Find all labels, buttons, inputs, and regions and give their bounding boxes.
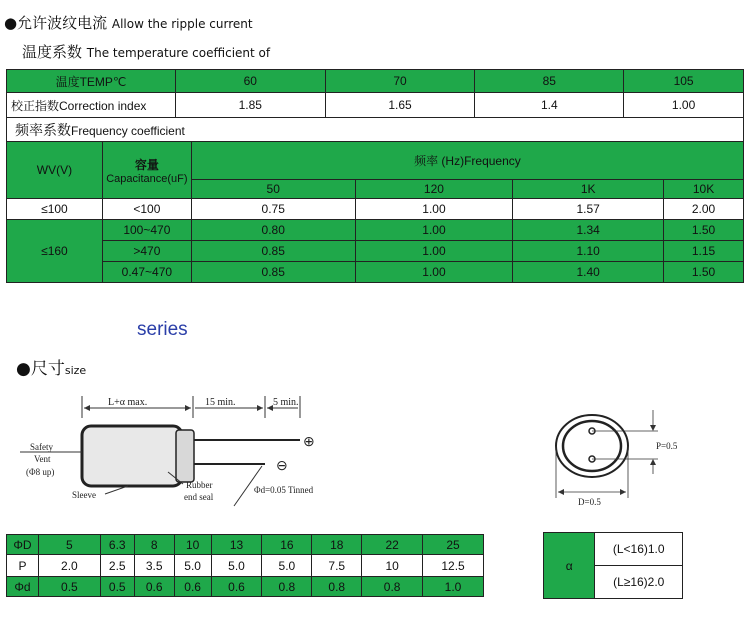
phi8-label: (Φ8 up): [26, 467, 55, 477]
alpha-label: α: [544, 533, 595, 599]
safety-label: Safety: [30, 442, 53, 452]
dim-header-0: ΦD: [7, 535, 39, 555]
freq-row-4-cap: 0.47~470: [102, 262, 191, 283]
freq-row-4: [7, 262, 744, 283]
dim-header-5: 13: [211, 535, 262, 555]
dim-d-row: [7, 577, 484, 597]
dim-p-7: 7.5: [312, 555, 362, 577]
freq-heading-row: [7, 118, 744, 142]
dim-p-6: 5.0: [262, 555, 312, 577]
correction-label: 校正指数Correction index: [7, 93, 176, 118]
freq-row-3-v10k: 1.15: [664, 241, 744, 262]
wv-header: WV(V): [7, 142, 103, 199]
rubber-label: Rubber: [186, 480, 213, 490]
arrow-length-right: [185, 405, 191, 411]
temp-85: 85: [475, 70, 624, 93]
dim-d-5: 0.6: [211, 577, 262, 597]
temp-60: 60: [175, 70, 325, 93]
freq-row-2: [7, 220, 744, 241]
dim-header-2: 6.3: [100, 535, 134, 555]
d-arrow-right: [620, 489, 626, 495]
freq-row-3-cap: >470: [102, 241, 191, 262]
dim-p-8: 10: [362, 555, 423, 577]
freq-120: 120: [355, 180, 513, 199]
freq-row-1-v50: 0.75: [191, 199, 355, 220]
freq-row-2-v10k: 1.50: [664, 220, 744, 241]
arrow-left: [84, 405, 90, 411]
correction-70: 1.65: [325, 93, 475, 118]
freq-10k: 10K: [664, 180, 744, 199]
dim-header-7: 18: [312, 535, 362, 555]
plus-symbol: ⊕: [303, 435, 315, 450]
freq-row-1-v10k: 2.00: [664, 199, 744, 220]
freq-row-4-v1k: 1.40: [513, 262, 664, 283]
dim-p-5: 5.0: [211, 555, 262, 577]
temp-heading-cn: 温度系数: [22, 43, 83, 61]
temp-heading: [22, 41, 270, 62]
freq-heading: [7, 118, 744, 142]
series-label: series: [137, 319, 188, 340]
size-heading-en: size: [64, 364, 87, 377]
temp-70: 70: [325, 70, 475, 93]
dim-d-4: 0.6: [174, 577, 211, 597]
dim-15-text: 15 min.: [205, 397, 236, 408]
sleeve-label: Sleeve: [72, 490, 96, 500]
ripple-heading: [4, 12, 253, 33]
dim-header-row: [7, 535, 484, 555]
ripple-heading-cn: ●允许波纹电流: [4, 14, 108, 32]
cap-header-en: Capacitance(uF): [106, 172, 188, 185]
dim-p-row: [7, 555, 484, 577]
freq-row-2-v50: 0.80: [191, 220, 355, 241]
freq-row-2-cap: 100~470: [102, 220, 191, 241]
dim-p-1: 2.0: [38, 555, 100, 577]
alpha-row-1: [544, 533, 683, 566]
freq-row-3-v50: 0.85: [191, 241, 355, 262]
freq-row-3-v1k: 1.10: [513, 241, 664, 262]
freq-row-4-v120: 1.00: [355, 262, 513, 283]
freq-row-3-v120: 1.00: [355, 241, 513, 262]
freq-row-2-v1k: 1.34: [513, 220, 664, 241]
d-arrow-left: [558, 489, 564, 495]
temp-105: 105: [624, 70, 744, 93]
alpha-value-1: (L<16)1.0: [595, 533, 683, 566]
arrow-15-right: [257, 405, 263, 411]
capacitor-side-diagram: [0, 388, 345, 518]
frequency-table: [6, 141, 744, 283]
cap-header-cn: 容量: [134, 157, 159, 172]
dim-d-3: 0.6: [134, 577, 174, 597]
freq-row-1-v120: 1.00: [355, 199, 513, 220]
freq-row-1: [7, 199, 744, 220]
freq-row-1-cap: <100: [102, 199, 191, 220]
dim-length-text: L+α max.: [108, 397, 148, 408]
dim-d-1: 0.5: [38, 577, 100, 597]
dim-5-text: 5 min.: [273, 397, 299, 408]
p-label: P=0.5: [656, 441, 678, 451]
dim-header-3: 8: [134, 535, 174, 555]
end-seal-label: end seal: [184, 492, 214, 502]
dim-d-0: Φd: [7, 577, 39, 597]
dim-p-2: 2.5: [100, 555, 134, 577]
dim-header-6: 16: [262, 535, 312, 555]
dim-header-8: 22: [362, 535, 423, 555]
freq-row-2-v120: 1.00: [355, 220, 513, 241]
correction-row: [7, 93, 744, 118]
freq-heading-cn: 频率系数: [15, 121, 71, 138]
capacitor-end-diagram: [540, 400, 700, 510]
wire-label: Φd=0.05 Tinned: [254, 485, 314, 495]
outer-circle: [556, 415, 628, 477]
correction-85: 1.4: [475, 93, 624, 118]
dim-d-8: 0.8: [362, 577, 423, 597]
freq-row-2-wv: ≤160: [7, 220, 103, 283]
temp-heading-en: The temperature coefficient of: [86, 46, 271, 60]
temp-header-label: 温度TEMP℃: [7, 70, 176, 93]
freq-header-row: [7, 142, 744, 180]
freq-row-4-v50: 0.85: [191, 262, 355, 283]
capacitor-body: [82, 426, 182, 486]
dim-d-9: 1.0: [423, 577, 484, 597]
freq-1k: 1K: [513, 180, 664, 199]
freq-row-4-v10k: 1.50: [664, 262, 744, 283]
vent-label: Vent: [34, 454, 51, 464]
dim-p-3: 3.5: [134, 555, 174, 577]
freq-header: 频率 (Hz)Frequency: [191, 142, 743, 180]
dim-d-2: 0.5: [100, 577, 134, 597]
rubber-seal: [176, 430, 194, 482]
correction-60: 1.85: [175, 93, 325, 118]
freq-row-3: [7, 241, 744, 262]
dim-header-4: 10: [174, 535, 211, 555]
dim-p-0: P: [7, 555, 39, 577]
freq-row-1-v1k: 1.57: [513, 199, 664, 220]
dim-d-7: 0.8: [312, 577, 362, 597]
dim-header-1: 5: [38, 535, 100, 555]
ripple-heading-en: Allow the ripple current: [111, 17, 253, 31]
d-label: D=0.5: [578, 497, 601, 507]
correction-105: 1.00: [624, 93, 744, 118]
size-heading-cn: ●尺寸: [16, 359, 65, 379]
p-arrowhead-top: [650, 425, 656, 431]
freq-50: 50: [191, 180, 355, 199]
dim-d-6: 0.8: [262, 577, 312, 597]
alpha-value-2: (L≥16)2.0: [595, 566, 683, 599]
dim-p-4: 5.0: [174, 555, 211, 577]
temp-header-row: [7, 70, 744, 93]
dim-header-9: 25: [423, 535, 484, 555]
freq-row-1-wv: ≤100: [7, 199, 103, 220]
size-heading: [16, 354, 86, 379]
cap-header: [102, 142, 191, 199]
p-arrowhead-bottom: [650, 459, 656, 465]
temperature-table: [6, 69, 744, 142]
alpha-table: [543, 532, 683, 599]
dimension-table: [6, 534, 484, 597]
dim-p-9: 12.5: [423, 555, 484, 577]
freq-heading-en: Frequency coefficient: [71, 123, 185, 138]
minus-symbol: ⊖: [276, 459, 288, 474]
